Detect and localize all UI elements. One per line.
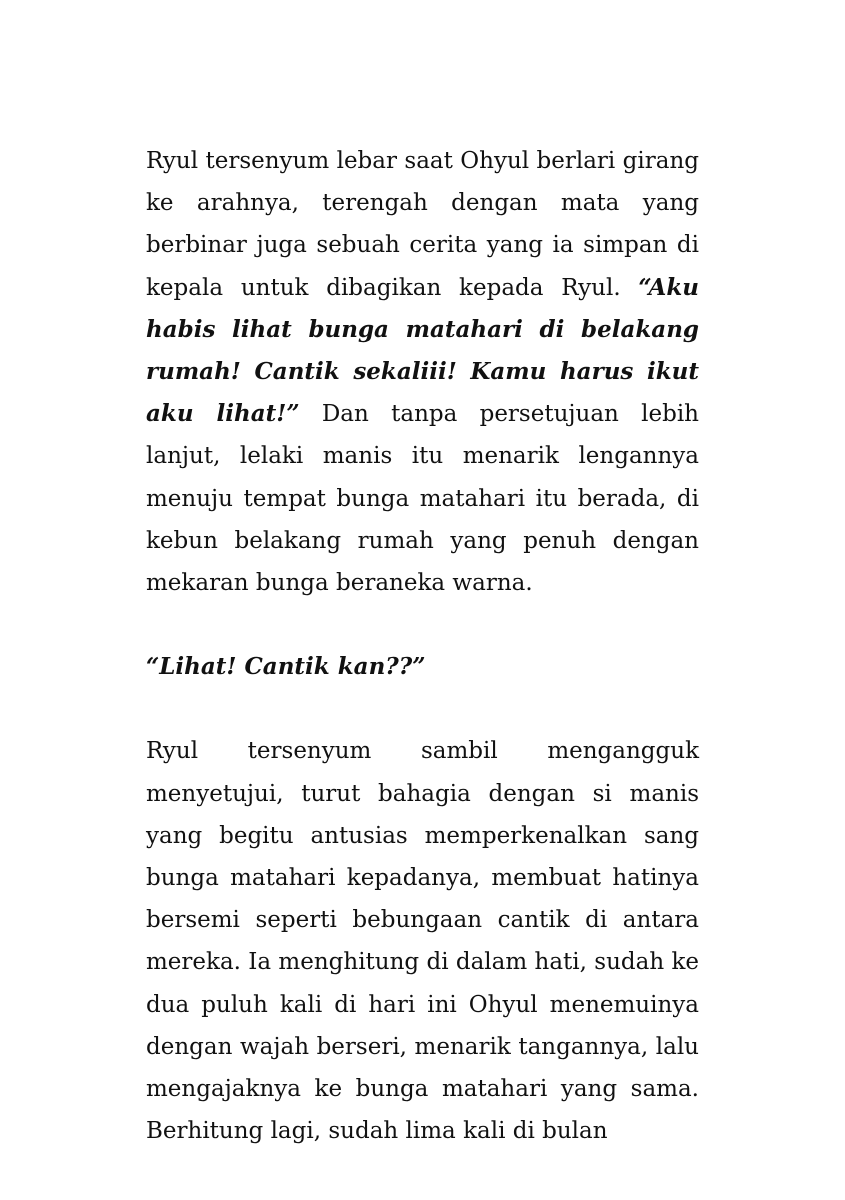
document-page xyxy=(146,140,699,1152)
paragraph-1-quote: “Aku habis lihat bunga matahari di belakang rumah! Cantik sekaliii! Kamu harus ikut aku lihat!” xyxy=(146,273,699,428)
paragraph-1-intro: Ryul tersenyum lebar saat Ohyul berlari girang ke arahnya, terengah dengan mata yang berbinar juga sebuah cerita yang ia simpan di kepala untuk dibagikan kepada Ryul. xyxy=(146,148,699,301)
paragraph-1-outro: Dan tanpa persetujuan lebih lanjut, lelaki manis itu menarik lengannya menuju tempat bunga matahari itu berada, di kebun belakang rumah yang penuh dengan mekaran bunga beraneka warna. xyxy=(146,401,699,597)
paragraph-1 xyxy=(146,140,699,604)
dialogue-line: “Lihat! Cantik kan??” xyxy=(146,653,426,681)
paragraph-2: Ryul tersenyum sambil mengangguk menyetujui, turut bahagia dengan si manis yang begitu antusias memperkenalkan sang bunga matahari kepadanya, membuat hatinya bersemi seperti bebungaan cantik di antara mereka. Ia menghitung di dalam hati, sudah ke dua puluh kali di hari ini Ohyul menemuinya dengan wajah berseri, menarik tangannya, lalu mengajaknya ke bunga matahari yang sama. Berhitung lagi, sudah lima kali di bulan xyxy=(146,738,699,1145)
paragraph-spacer xyxy=(146,604,699,646)
paragraph-spacer xyxy=(146,688,699,730)
